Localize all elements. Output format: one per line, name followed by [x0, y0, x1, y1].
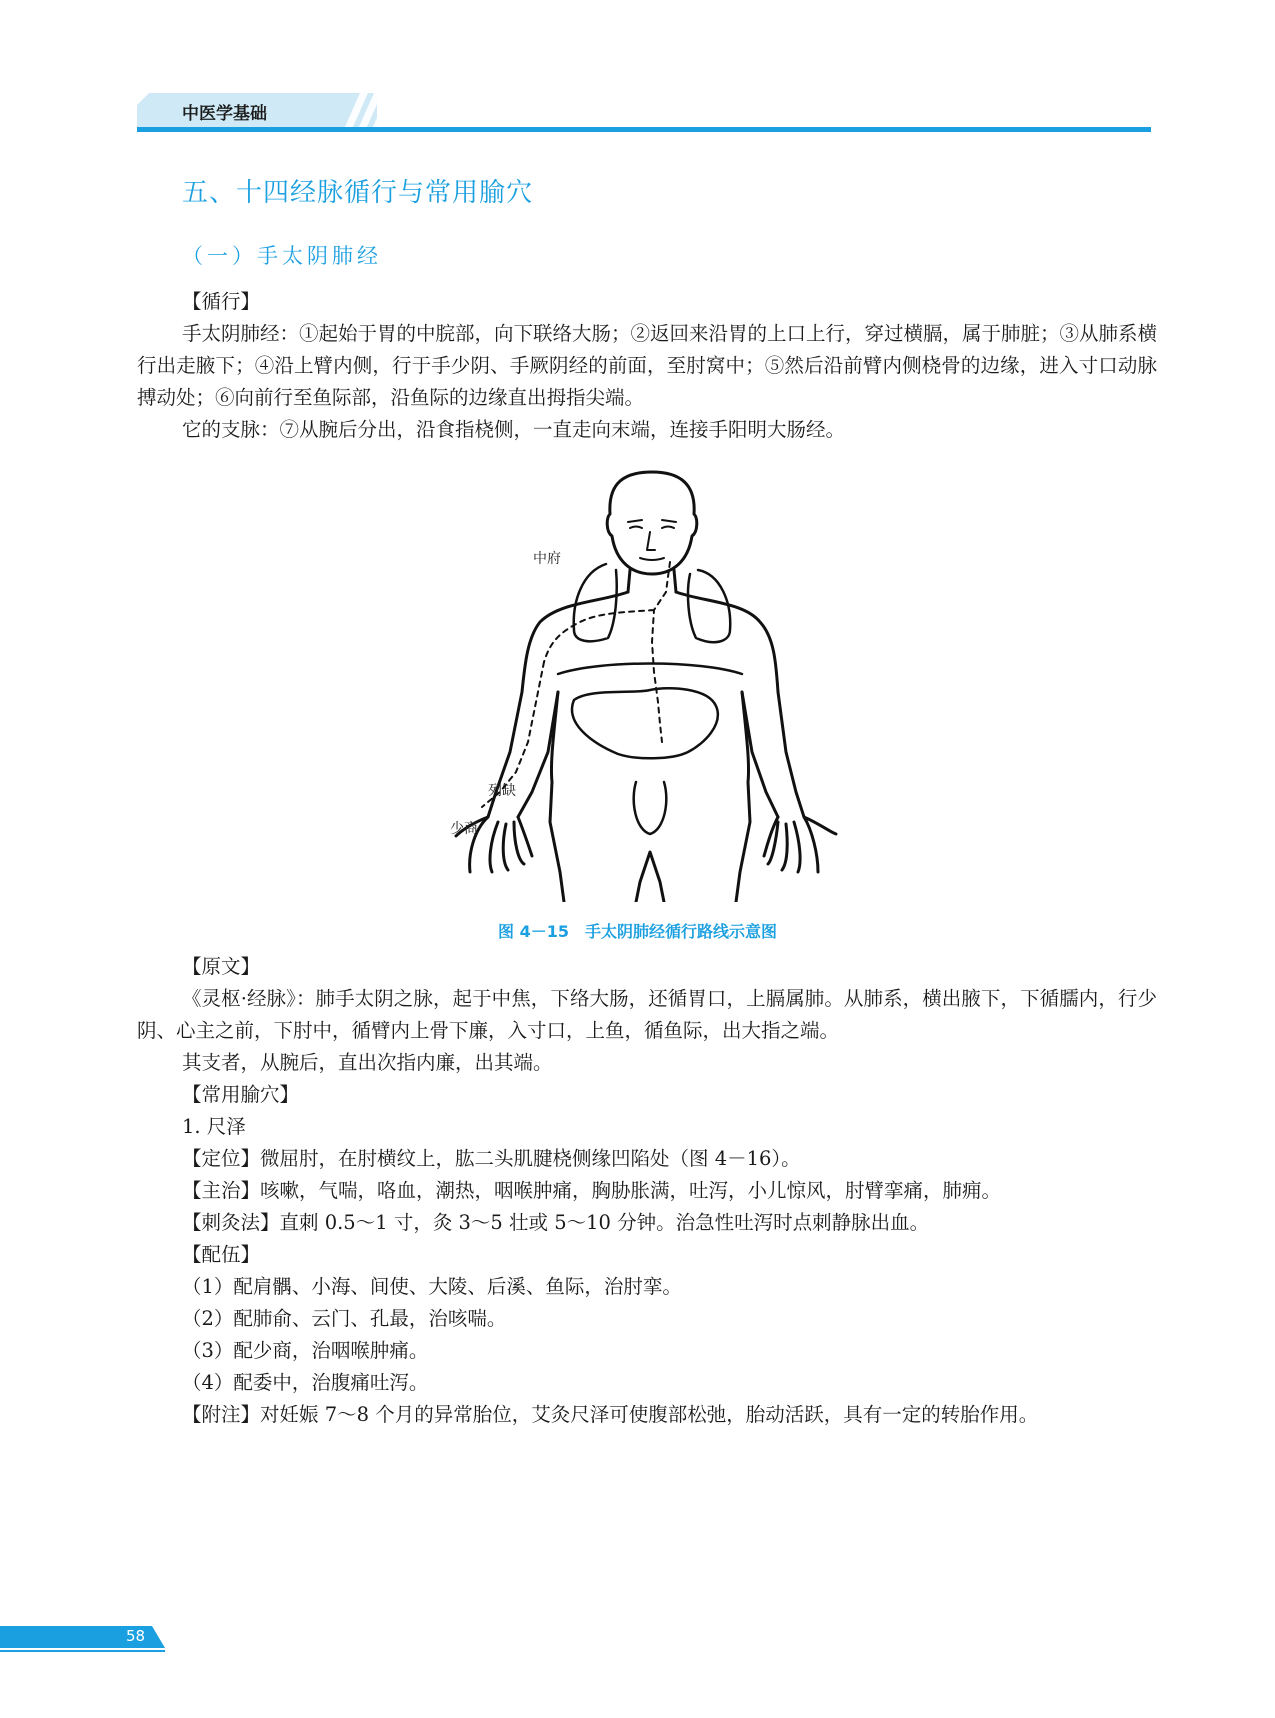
circulation-paragraph-1: 手太阴肺经：①起始于胃的中脘部，向下联络大肠；②返回来沿胃的上口上行，穿过横膈，属于肺脏；③从肺系横行出走腋下；④沿上臂内侧，行于手少阴、手厥阴经的前面，至肘窝中；⑤然后沿前臂内侧桡骨的边缘，进入寸口动脉搏动处；⑥向前行至鱼际部，沿鱼际的边缘直出拇指尖端。	[137, 322, 1158, 409]
figure-label-zhongfu: 中府	[533, 551, 561, 567]
figure-label-shaoshang: 少商	[450, 821, 478, 837]
combination-item: （3）配少商，治咽喉肿痛。	[182, 1339, 429, 1362]
subsection-title: （一）手太阴肺经	[182, 244, 382, 268]
original-text-paragraph-2: 其支者，从腕后，直出次指内廉，出其端。	[182, 1051, 553, 1074]
meridian-figure	[440, 462, 860, 902]
section-title: 五、十四经脉循行与常用腧穴	[182, 178, 534, 208]
combination-item: （4）配委中，治腹痛吐泻。	[182, 1371, 429, 1394]
acupoint-location: 【定位】微屈肘，在肘横纹上，肱二头肌腱桡侧缘凹陷处（图 4－16）。	[182, 1147, 801, 1170]
acupoint-note: 【附注】对妊娠 7～8 个月的异常胎位，艾灸尺泽可使腹部松弛，胎动活跃，具有一定的转胎作用。	[182, 1403, 1039, 1426]
acupoint-title-chize: 1. 尺泽	[182, 1115, 246, 1138]
combination-item: （2）配肺俞、云门、孔最，治咳喘。	[182, 1307, 507, 1330]
combination-heading: 【配伍】	[182, 1243, 261, 1266]
book-title: 中医学基础	[182, 104, 267, 124]
original-text-heading: 【原文】	[182, 955, 261, 978]
header-rule	[137, 127, 1151, 132]
footer-rule	[0, 1650, 165, 1652]
acupoint-method: 【刺灸法】直刺 0.5～1 寸，灸 3～5 壮或 5～10 分钟。治急性吐泻时点刺静脉出血。	[182, 1211, 930, 1234]
body-outline-illustration	[440, 462, 860, 902]
circulation-heading: 【循行】	[182, 290, 261, 313]
figure-caption: 图 4－15 手太阴肺经循行路线示意图	[498, 922, 777, 941]
header-stripes-decoration	[330, 93, 400, 129]
circulation-paragraph-2: 它的支脉：⑦从腕后分出，沿食指桡侧，一直走向末端，连接手阳明大肠经。	[182, 418, 846, 441]
combination-item: （1）配肩髃、小海、间使、大陵、后溪、鱼际，治肘挛。	[182, 1275, 682, 1298]
acupoint-indications: 【主治】咳嗽，气喘，咯血，潮热，咽喉肿痛，胸胁胀满，吐泻，小儿惊风，肘臂挛痛，肺痈。	[182, 1179, 1002, 1202]
page-number: 58	[126, 1627, 146, 1645]
figure-label-lieque: 列缺	[488, 783, 516, 799]
original-text-paragraph-1: 《灵枢·经脉》：肺手太阴之脉，起于中焦，下络大肠，还循胃口，上膈属肺。从肺系，横出腋下，下循臑内，行少阴、心主之前，下肘中，循臂内上骨下廉，入寸口，上鱼，循鱼际，出大指之端。	[137, 987, 1157, 1042]
acupoints-heading: 【常用腧穴】	[182, 1083, 300, 1106]
